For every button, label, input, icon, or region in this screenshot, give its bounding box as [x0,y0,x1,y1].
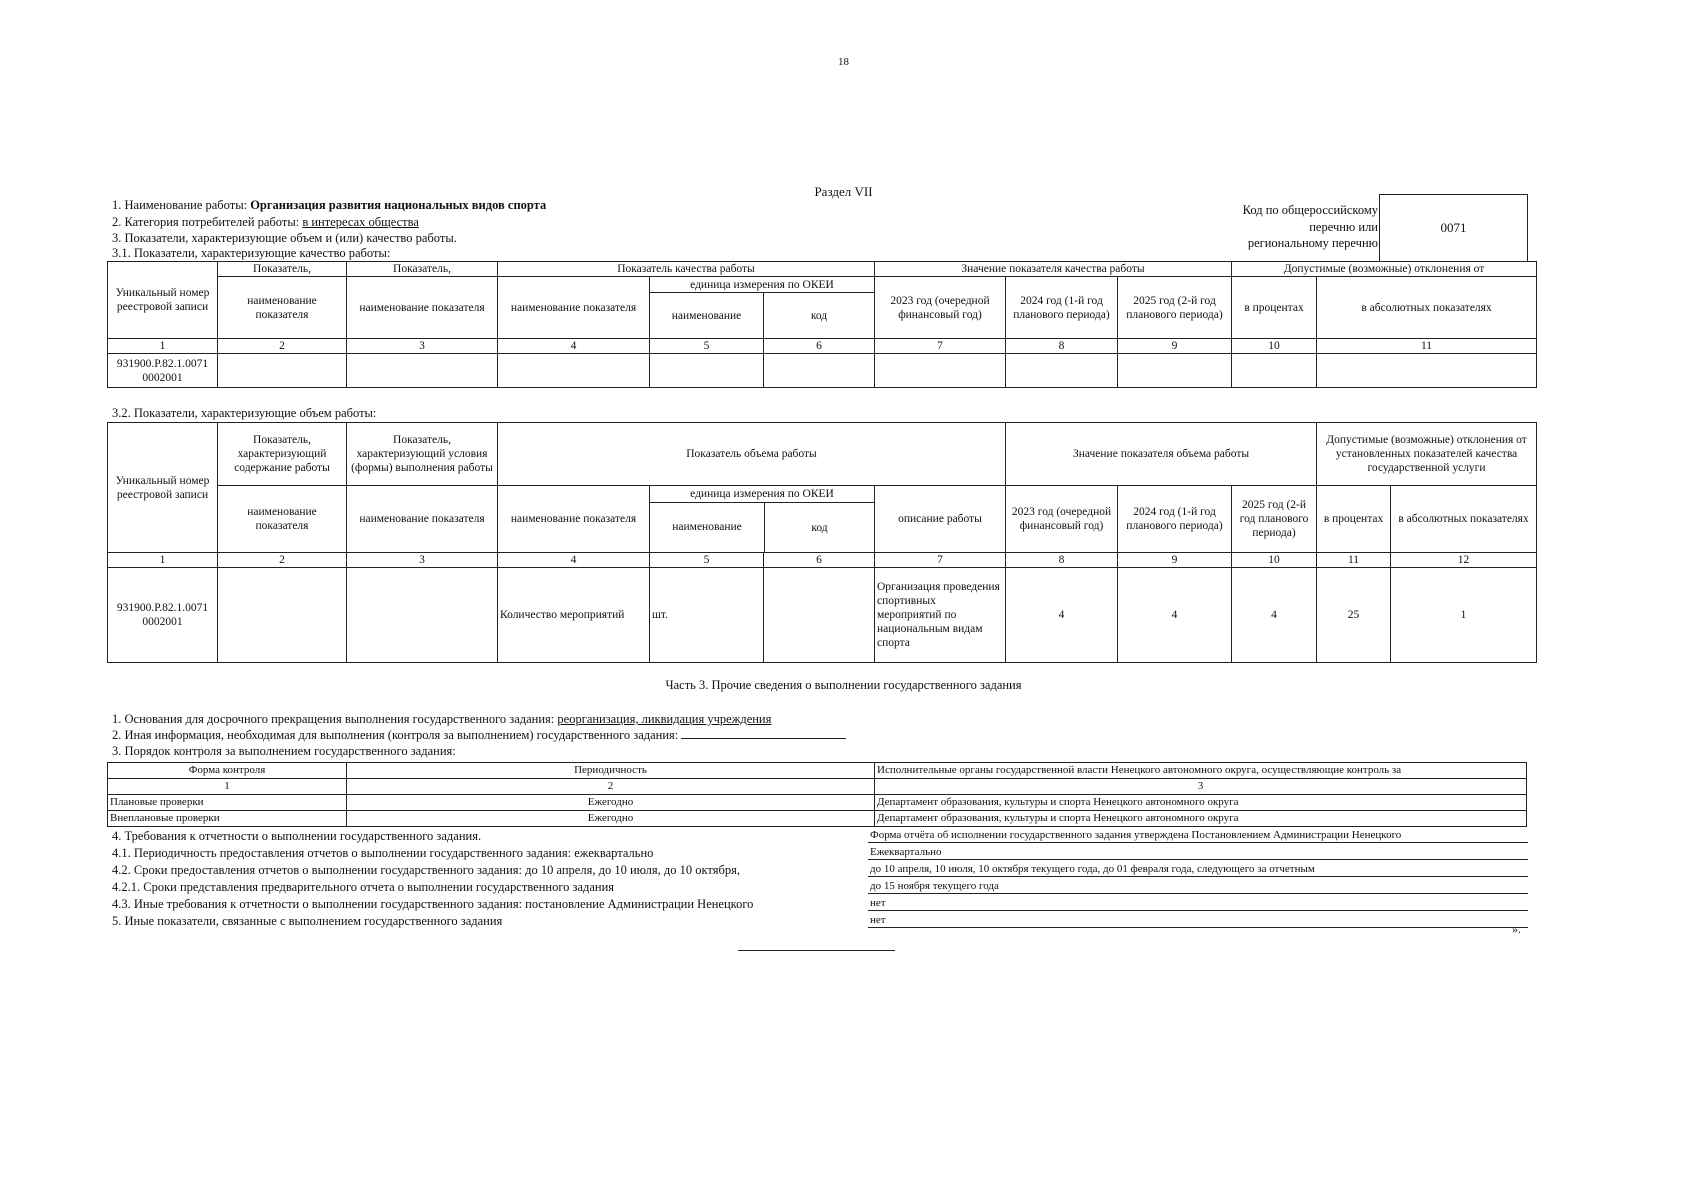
volume-section-title: 3.2. Показатели, характеризующие объем работы: [112,406,377,420]
code-label-line-1: Код по общероссийскому [1242,203,1378,217]
quality-table [107,261,1537,388]
v-row-id: 931900.Р.82.1.0071 0002001 [108,568,218,663]
code-label [1220,202,1378,252]
requirement-label: 4. Требования к отчетности о выполнении государственного задания. [112,829,482,843]
control-row-form: Плановые проверки [108,795,347,811]
v-row-2024: 4 [1118,568,1232,663]
v-header-name-ind-3: наименование показателя [498,486,650,553]
q-header-name-ind-3: наименование показателя [498,277,650,339]
page-number: 18 [838,56,849,68]
consumer-category-label: 2. Категория потребителей работы: [112,214,303,229]
v-header-volume: Показатель объема работы [498,423,1006,486]
control-row-period: Ежегодно [347,811,875,827]
v-header-okei-sub [650,503,874,552]
v-col-number: 10 [1232,553,1317,568]
v-row-2023: 4 [1006,568,1118,663]
q-header-okei: единица измерения по ОКЕИ [650,277,875,293]
q-row-cell [1006,354,1118,388]
v-col-number: 5 [650,553,764,568]
v-col-number: 9 [1118,553,1232,568]
requirement-value: нет [868,896,1528,911]
v-header-description: описание работы [875,486,1006,553]
control-row-period: Ежегодно [347,795,875,811]
v-row-indicator: Количество мероприятий [498,568,650,663]
v-header-value: Значение показателя объема работы [1006,423,1317,486]
q-col-number: 9 [1118,339,1232,354]
q-header-unique: Уникальный номер реестровой записи [108,262,218,339]
q-col-number: 10 [1232,339,1317,354]
work-name-label: 1. Наименование работы: [112,198,251,212]
q-header-2025: 2025 год (2-й год планового периода) [1118,277,1232,339]
v-col-number: 1 [108,553,218,568]
q-col-number: 8 [1006,339,1118,354]
control-col-number: 1 [108,779,347,795]
registry-code: 0071 [1379,194,1528,262]
q-col-number: 5 [650,339,764,354]
q-row-cell [764,354,875,388]
control-table [107,762,1527,827]
bottom-divider [738,950,895,951]
v-col-number: 7 [875,553,1006,568]
q-col-number: 6 [764,339,875,354]
q-header-indicator-a: Показатель, [218,262,347,277]
indicators-heading: 3. Показатели, характеризующие объем и (или) качество работы. [112,231,457,245]
control-row-body: Департамент образования, культуры и спорта Ненецкого автономного округа [875,811,1527,827]
v-row-2025: 4 [1232,568,1317,663]
control-row-form: Внеплановые проверки [108,811,347,827]
q-row-cell [1118,354,1232,388]
work-name-line [112,197,1242,214]
termination-grounds [112,711,1512,727]
v-header-content: Показатель, характеризующий содержание работы [218,423,347,486]
v-row-unit: шт. [650,568,764,663]
requirement-label: 5. Иные показатели, связанные с выполнением государственного задания [112,914,503,928]
requirement-value: до 15 ноября текущего года [868,879,1528,894]
v-col-number: 6 [764,553,875,568]
other-information [112,727,1512,743]
control-col-number: 2 [347,779,875,795]
termination-grounds-value: реорганизация, ликвидация учреждения [557,712,772,726]
q-header-2023: 2023 год (очередной финансовый год) [875,277,1006,339]
q-row-id: 931900.Р.82.1.0071 0002001 [108,354,218,388]
q-header-name-ind-1: наименование показателя [218,277,347,339]
code-label-line-3: региональному перечню [1247,236,1378,250]
q-header-okei-name: наименование [650,293,764,339]
v-header-okei-title: единица измерения по ОКЕИ [650,486,874,503]
v-header-unique: Уникальный номер реестровой записи [108,423,218,553]
q-col-number: 2 [218,339,347,354]
requirement-value: Ежеквартально [868,845,1528,860]
consumer-category-value: в интересах общества [302,214,419,229]
v-col-number: 12 [1391,553,1537,568]
part3-items [112,711,1512,759]
code-label-line-2: перечню или [1309,219,1378,234]
v-col-number: 3 [347,553,498,568]
v-col-number: 11 [1317,553,1391,568]
q-row-cell [650,354,764,388]
q-row-cell [1232,354,1317,388]
control-row-body: Департамент образования, культуры и спорта Ненецкого автономного округа [875,795,1527,811]
v-header-deviation: Допустимые (возможные) отклонения от установленных показателей качества государственной услуги [1317,423,1537,486]
control-col-number: 3 [875,779,1527,795]
requirement-label: 4.1. Периодичность предоставления отчетов о выполнении государственного задания: ежеквартально [112,846,654,860]
control-header-form: Форма контроля [108,763,347,779]
work-name-value: Организация развития национальных видов спорта [250,198,547,212]
v-row-cell [764,568,875,663]
requirement-label: 4.2.1. Сроки представления предварительного отчета о выполнении государственного задания [112,880,615,894]
v-header-conditions: Показатель, характеризующий условия (формы) выполнения работы [347,423,498,486]
v-header-absolute: в абсолютных показателях [1391,486,1537,553]
q-header-value: Значение показателя качества работы [875,262,1232,277]
q-header-indicator-b: Показатель, [347,262,498,277]
volume-table [107,422,1537,663]
requirement-value: Форма отчёта об исполнении государственного задания утверждена Постановлением Администрации Ненецкого [868,828,1528,843]
quality-section-title: 3.1. Показатели, характеризующие качество работы: [112,246,391,260]
q-row-cell [218,354,347,388]
v-row-percent: 25 [1317,568,1391,663]
work-header [112,197,1242,247]
other-information-label: 2. Иная информация, необходимая для выполнения (контроля за выполнением) государственного задания: [112,728,679,742]
q-header-2024: 2024 год (1-й год планового периода) [1006,277,1118,339]
q-col-number: 3 [347,339,498,354]
v-header-okei [650,486,875,553]
closing-quote: ». [1512,922,1521,936]
v-row-cell [218,568,347,663]
control-procedure-title: 3. Порядок контроля за выполнением государственного задания: [112,744,456,758]
v-row-absolute: 1 [1391,568,1537,663]
v-header-name-ind-1: наименование показателя [218,486,347,553]
requirement-label: 4.2. Сроки предоставления отчетов о выполнении государственного задания: до 10 апреля, до 10 июля, до 10 октября, [112,863,740,877]
v-header-name-ind-2: наименование показателя [347,486,498,553]
q-header-absolute: в абсолютных показателях [1317,277,1537,339]
v-header-2025: 2025 год (2-й год планового периода) [1232,486,1317,553]
v-header-okei-name: наименование [650,503,765,552]
q-col-number: 11 [1317,339,1537,354]
control-header-period: Периодичность [347,763,875,779]
q-col-number: 4 [498,339,650,354]
requirement-value: до 10 апреля, 10 июля, 10 октября текущего года, до 01 февраля года, следующего за отчетным [868,862,1528,877]
v-col-number: 2 [218,553,347,568]
q-header-quality: Показатель качества работы [498,262,875,277]
v-header-2023: 2023 год (очередной финансовый год) [1006,486,1118,553]
v-col-number: 8 [1006,553,1118,568]
requirement-label: 4.3. Иные требования к отчетности о выполнении государственного задания: постановление Администрации Ненецкого [112,897,754,911]
section-title: Раздел VII [814,184,873,199]
v-header-okei-code: код [811,521,828,534]
v-row-cell [347,568,498,663]
q-header-deviation: Допустимые (возможные) отклонения от [1232,262,1537,277]
termination-grounds-label: 1. Основания для досрочного прекращения выполнения государственного задания: [112,712,558,726]
v-header-percent: в процентах [1317,486,1391,553]
q-header-percent: в процентах [1232,277,1317,339]
part3-title: Часть 3. Прочие сведения о выполнении государственного задания [665,678,1022,692]
consumer-category-line [112,214,1242,231]
q-header-okei-code: код [764,293,875,339]
v-col-number: 4 [498,553,650,568]
v-header-2024: 2024 год (1-й год планового периода) [1118,486,1232,553]
q-row-cell [347,354,498,388]
q-col-number: 7 [875,339,1006,354]
requirement-value: нет [868,913,1528,928]
v-row-description: Организация проведения спортивных мероприятий по национальным видам спорта [875,568,1006,663]
q-header-name-ind-2: наименование показателя [347,277,498,339]
q-row-cell [1317,354,1537,388]
other-information-blank [681,728,846,739]
q-col-number: 1 [108,339,218,354]
control-header-bodies: Исполнительные органы государственной власти Ненецкого автономного округа, осуществляющие контроль за [875,763,1527,779]
q-row-cell [875,354,1006,388]
q-row-cell [498,354,650,388]
